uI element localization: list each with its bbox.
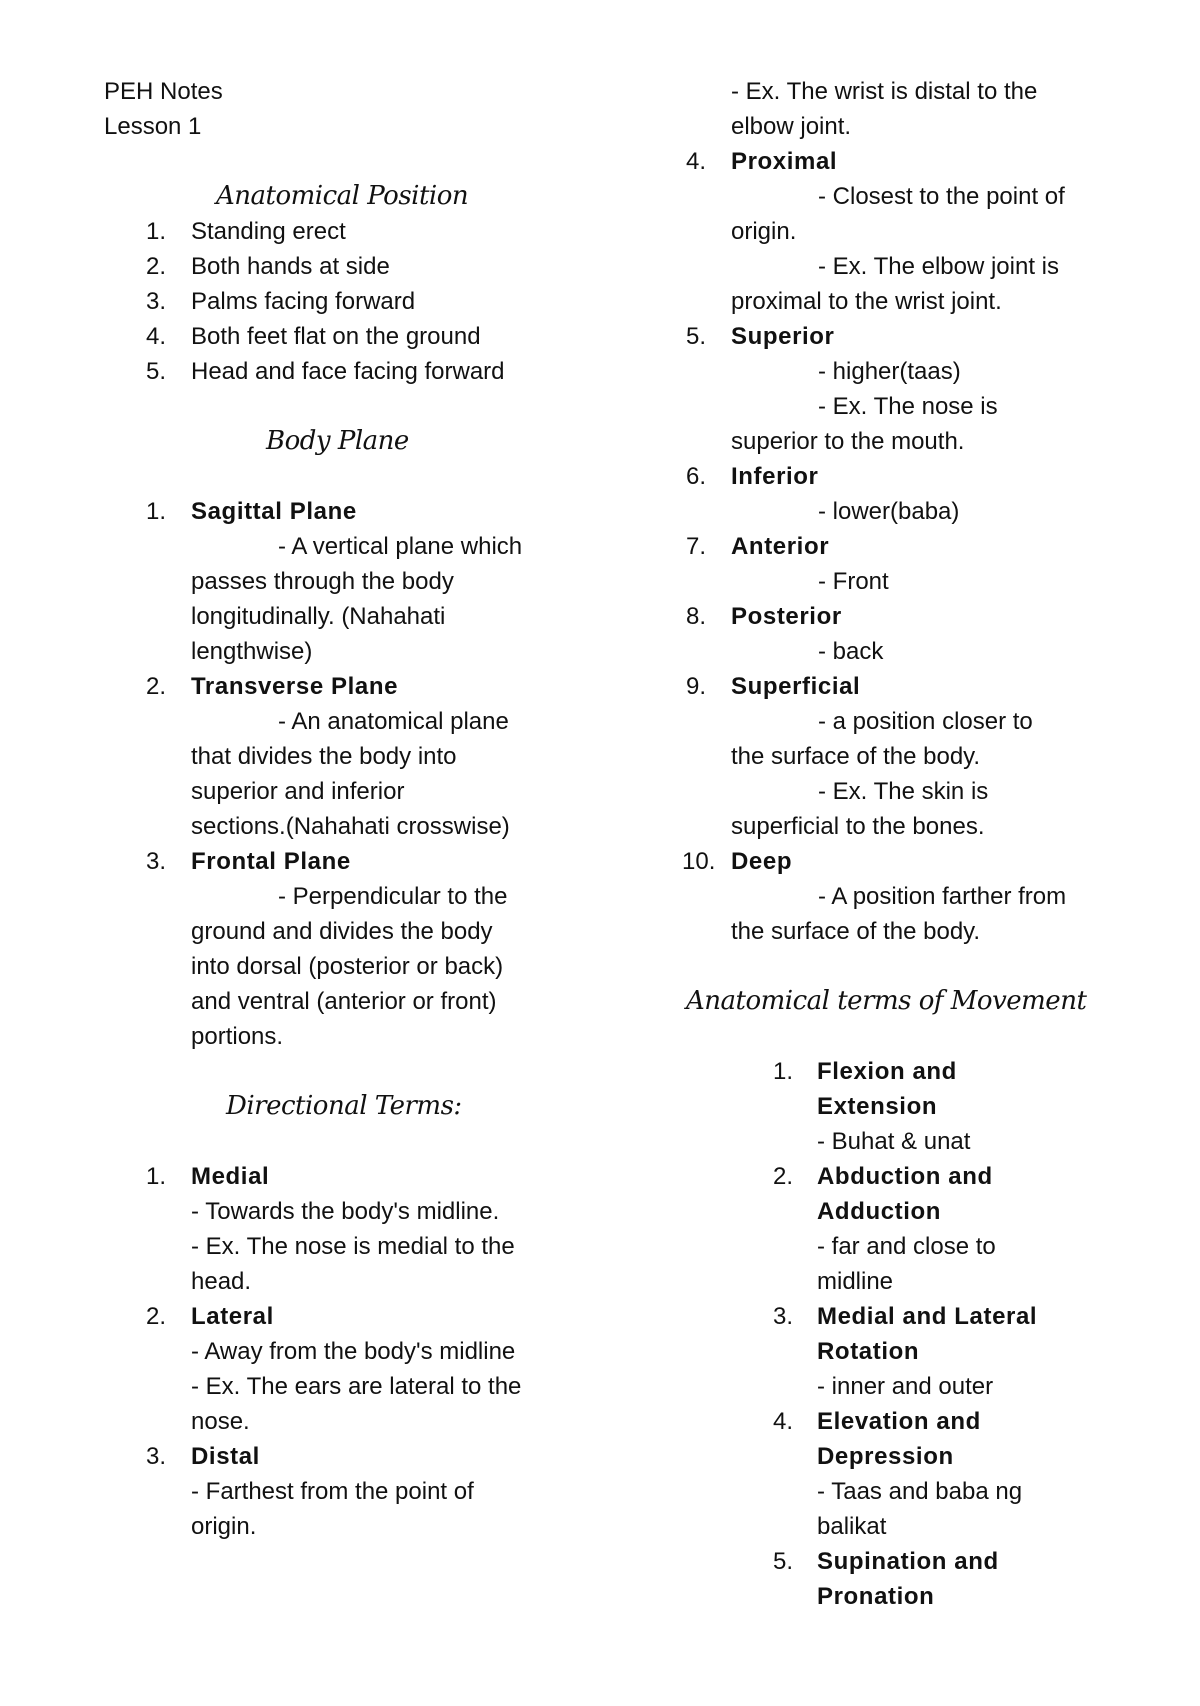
definition-line: - Front	[818, 568, 889, 595]
definition-line: - Ex. The wrist is distal to the	[731, 78, 1038, 105]
term-title: Medial	[191, 1163, 270, 1190]
term-title: Superficial	[731, 673, 861, 700]
list-number: 5.	[773, 1548, 794, 1575]
definition-line: - Ex. The elbow joint is	[818, 253, 1059, 280]
definition-line: sections.(Nahahati crosswise)	[191, 813, 510, 840]
list-item	[104, 354, 559, 389]
directional-item	[686, 319, 1098, 459]
definition-line: - Closest to the point of	[818, 183, 1065, 210]
definition-line: - Towards the body's midline.	[191, 1198, 500, 1225]
list-number: 2.	[146, 1303, 167, 1330]
definition-line: - Buhat & unat	[817, 1128, 971, 1155]
anatomical-position-heading: Anatomical Position	[216, 181, 469, 211]
definition-line: - Ex. The nose is	[818, 393, 998, 420]
definition-line: - far and close to	[817, 1233, 996, 1260]
list-text: Both feet flat on the ground	[191, 323, 481, 350]
term-title: Medial and Lateral	[817, 1303, 1038, 1330]
definition-line: into dorsal (posterior or back)	[191, 953, 504, 980]
directional-terms-list-continued	[682, 144, 1098, 949]
term-title: Rotation	[817, 1338, 920, 1365]
definition-line: balikat	[817, 1513, 887, 1540]
definition-line: ground and divides the body	[191, 918, 493, 945]
list-number: 2.	[146, 253, 167, 280]
body-plane-list	[104, 494, 559, 1054]
term-title: Deep	[731, 848, 793, 875]
definition-line: lengthwise)	[191, 638, 313, 665]
definition-line: - Taas and baba ng	[817, 1478, 1023, 1505]
directional-item	[686, 529, 1098, 599]
definition-line: nose.	[191, 1408, 250, 1435]
term-title: Abduction and	[817, 1163, 993, 1190]
list-number: 6.	[686, 463, 707, 490]
movement-heading: Anatomical terms of Movement	[686, 986, 1087, 1016]
body-plane-heading: Body Plane	[266, 426, 409, 456]
definition-lead: - Perpendicular to the	[278, 883, 508, 910]
definition-line: - Ex. The skin is	[818, 778, 989, 805]
directional-item	[686, 669, 1098, 844]
directional-item	[682, 844, 1098, 949]
lesson-label: Lesson 1	[104, 113, 202, 140]
definition-line: - lower(baba)	[818, 498, 960, 525]
list-text: Standing erect	[191, 218, 346, 245]
list-number: 1.	[773, 1058, 794, 1085]
list-number: 3.	[146, 288, 167, 315]
term-title: Proximal	[731, 148, 838, 175]
definition-line: origin.	[191, 1513, 257, 1540]
list-item	[104, 214, 559, 249]
definition-line: - Ex. The nose is medial to the	[191, 1233, 515, 1260]
list-number: 5.	[686, 323, 707, 350]
distal-continued	[686, 74, 1098, 144]
list-number: 4.	[146, 323, 167, 350]
movement-item	[686, 1159, 1098, 1299]
definition-line: superficial to the bones.	[731, 813, 985, 840]
body-plane-item	[104, 494, 559, 669]
definition-line: superior and inferior	[191, 778, 405, 805]
term-title: Sagittal Plane	[191, 498, 357, 525]
definition-line: - higher(taas)	[818, 358, 961, 385]
definition-line: superior to the mouth.	[731, 428, 965, 455]
list-number: 5.	[146, 358, 167, 385]
list-number: 4.	[773, 1408, 794, 1435]
directional-terms-heading: Directional Terms:	[226, 1091, 462, 1121]
anatomical-position-list	[104, 214, 559, 389]
definition-line: passes through the body	[191, 568, 454, 595]
list-item	[104, 249, 559, 284]
definition-lead: - A vertical plane which	[278, 533, 523, 560]
definition-line: - Away from the body's midline	[191, 1338, 516, 1365]
definition-line: - inner and outer	[817, 1373, 994, 1400]
directional-terms-list	[104, 1159, 559, 1544]
definition-line: longitudinally. (Nahahati	[191, 603, 446, 630]
term-title: Supination and	[817, 1548, 999, 1575]
list-number: 2.	[146, 673, 167, 700]
definition-line: midline	[817, 1268, 894, 1295]
definition-line: - A position farther from	[818, 883, 1067, 910]
list-text: Palms facing forward	[191, 288, 416, 315]
definition-line: the surface of the body.	[731, 918, 981, 945]
list-number: 3.	[146, 848, 167, 875]
definition-line: proximal to the wrist joint.	[731, 288, 1002, 315]
term-title: Anterior	[731, 533, 830, 560]
list-number: 2.	[773, 1163, 794, 1190]
term-title: Inferior	[731, 463, 819, 490]
definition-line: elbow joint.	[731, 113, 852, 140]
definition-line: and ventral (anterior or front)	[191, 988, 497, 1015]
definition-line: - a position closer to	[818, 708, 1033, 735]
term-title: Superior	[731, 323, 835, 350]
list-number: 3.	[773, 1303, 794, 1330]
list-number: 10.	[682, 848, 716, 875]
list-text: Both hands at side	[191, 253, 390, 280]
definition-line: the surface of the body.	[731, 743, 981, 770]
term-title: Pronation	[817, 1583, 935, 1610]
directional-item	[686, 599, 1098, 669]
term-title: Adduction	[817, 1198, 942, 1225]
definition-line: that divides the body into	[191, 743, 457, 770]
list-number: 9.	[686, 673, 707, 700]
term-title: Posterior	[731, 603, 842, 630]
body-plane-item	[104, 669, 559, 844]
movement-item	[686, 1054, 1098, 1159]
movement-item	[686, 1299, 1098, 1404]
term-title: Transverse Plane	[191, 673, 399, 700]
directional-item	[686, 459, 1098, 529]
list-item	[104, 319, 559, 354]
directional-item	[104, 1299, 559, 1439]
term-title: Depression	[817, 1443, 954, 1470]
definition-line: origin.	[731, 218, 797, 245]
list-text: Head and face facing forward	[191, 358, 505, 385]
definition-line: portions.	[191, 1023, 284, 1050]
list-number: 3.	[146, 1443, 167, 1470]
term-title: Lateral	[191, 1303, 274, 1330]
list-item	[104, 284, 559, 319]
definition-line: head.	[191, 1268, 252, 1295]
directional-item	[104, 1439, 559, 1544]
directional-item	[104, 1159, 559, 1299]
body-plane-item	[104, 844, 559, 1054]
list-number: 7.	[686, 533, 707, 560]
definition-lead: - An anatomical plane	[278, 708, 509, 735]
definition-line: - Ex. The ears are lateral to the	[191, 1373, 522, 1400]
movement-item	[686, 1544, 1098, 1614]
term-title: Flexion and	[817, 1058, 957, 1085]
list-number: 1.	[146, 1163, 167, 1190]
right-column	[682, 74, 1098, 1614]
list-number: 4.	[686, 148, 707, 175]
movement-list	[686, 1054, 1098, 1614]
term-title: Frontal Plane	[191, 848, 351, 875]
document-title: PEH Notes	[104, 78, 223, 105]
list-number: 8.	[686, 603, 707, 630]
definition-line: - back	[818, 638, 884, 665]
list-number: 1.	[146, 218, 167, 245]
movement-item	[686, 1404, 1098, 1544]
term-title: Distal	[191, 1443, 260, 1470]
term-title: Elevation and	[817, 1408, 981, 1435]
term-title: Extension	[817, 1093, 938, 1120]
left-column	[104, 74, 559, 1544]
definition-line: - Farthest from the point of	[191, 1478, 474, 1505]
directional-item	[686, 144, 1098, 319]
list-number: 1.	[146, 498, 167, 525]
